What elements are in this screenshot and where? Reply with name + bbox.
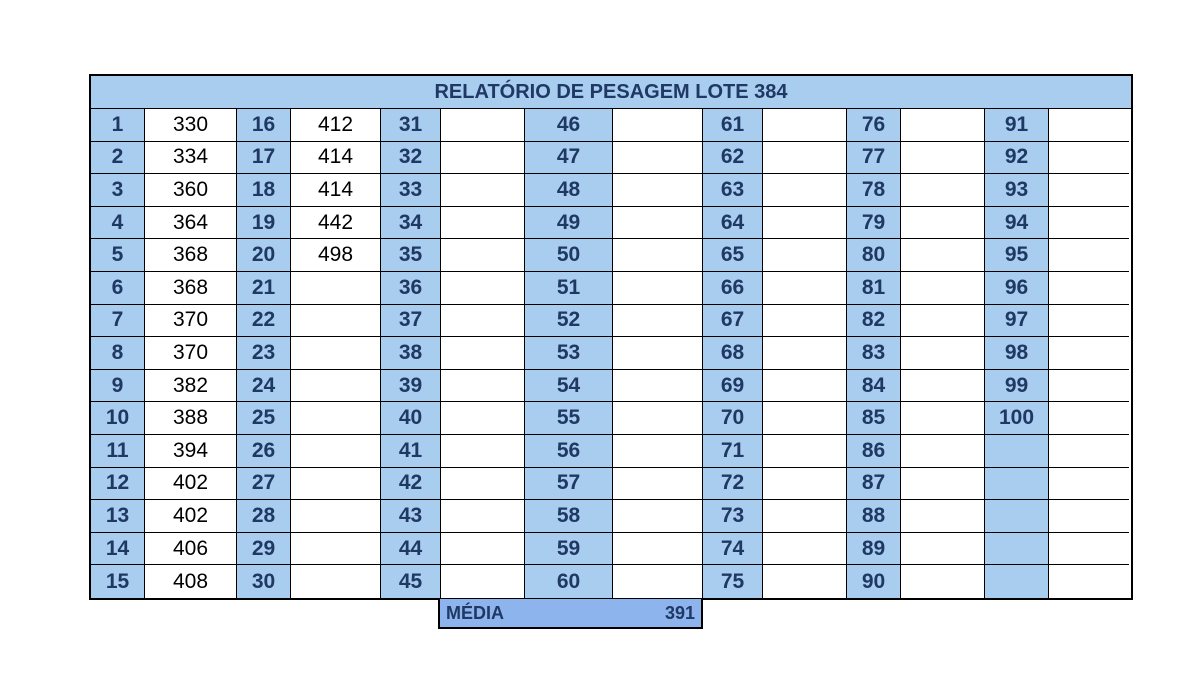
item-number-cell: 52 xyxy=(525,305,613,338)
item-number-cell: 55 xyxy=(525,402,613,435)
weight-value-cell xyxy=(763,402,847,435)
item-number-cell: 15 xyxy=(91,565,145,598)
weight-value-cell xyxy=(1049,207,1129,240)
item-number-cell xyxy=(985,533,1049,566)
item-number-cell: 97 xyxy=(985,305,1049,338)
item-number-cell xyxy=(985,435,1049,468)
item-number-cell: 99 xyxy=(985,370,1049,403)
item-number-cell: 39 xyxy=(381,370,441,403)
weight-value-cell xyxy=(763,533,847,566)
weight-value-cell: 368 xyxy=(145,239,237,272)
item-number-cell: 17 xyxy=(237,142,291,175)
weight-value-cell xyxy=(1049,174,1129,207)
weight-value-cell xyxy=(901,109,985,142)
weight-value-cell xyxy=(763,337,847,370)
item-number-cell: 49 xyxy=(525,207,613,240)
item-number-cell: 82 xyxy=(847,305,901,338)
weight-column xyxy=(441,109,525,598)
item-number-cell: 62 xyxy=(703,142,763,175)
item-number-cell: 38 xyxy=(381,337,441,370)
weight-value-cell xyxy=(1049,370,1129,403)
weight-value-cell xyxy=(441,207,525,240)
weight-value-cell: 402 xyxy=(145,500,237,533)
weight-value-cell xyxy=(613,337,703,370)
weight-value-cell xyxy=(613,305,703,338)
weight-value-cell xyxy=(901,435,985,468)
weight-value-cell xyxy=(441,533,525,566)
weight-value-cell xyxy=(613,370,703,403)
item-number-cell: 67 xyxy=(703,305,763,338)
item-number-cell: 6 xyxy=(91,272,145,305)
item-number-cell: 61 xyxy=(703,109,763,142)
item-number-cell: 100 xyxy=(985,402,1049,435)
weight-value-cell xyxy=(613,142,703,175)
item-number-cell: 19 xyxy=(237,207,291,240)
weight-value-cell xyxy=(763,174,847,207)
weight-value-cell xyxy=(901,402,985,435)
weight-value-cell: 360 xyxy=(145,174,237,207)
item-number-cell xyxy=(985,565,1049,598)
weight-value-cell xyxy=(1049,272,1129,305)
weighing-report-table xyxy=(89,74,1133,600)
item-number-cell: 42 xyxy=(381,468,441,501)
item-number-cell: 77 xyxy=(847,142,901,175)
item-number-cell: 78 xyxy=(847,174,901,207)
weight-value-cell xyxy=(763,500,847,533)
item-number-cell: 33 xyxy=(381,174,441,207)
weight-value-cell xyxy=(901,272,985,305)
weight-value-cell xyxy=(291,468,381,501)
weight-value-cell: 414 xyxy=(291,142,381,175)
item-number-cell: 53 xyxy=(525,337,613,370)
item-number-cell: 90 xyxy=(847,565,901,598)
weight-value-cell xyxy=(901,174,985,207)
weight-value-cell xyxy=(763,305,847,338)
weight-value-cell xyxy=(1049,142,1129,175)
weight-value-cell xyxy=(441,272,525,305)
weight-value-cell xyxy=(441,239,525,272)
item-number-cell xyxy=(985,468,1049,501)
weight-value-cell xyxy=(613,435,703,468)
weight-value-cell xyxy=(291,370,381,403)
item-number-cell: 40 xyxy=(381,402,441,435)
weight-value-cell xyxy=(291,565,381,598)
item-number-cell: 29 xyxy=(237,533,291,566)
item-number-cell: 44 xyxy=(381,533,441,566)
item-number-cell: 89 xyxy=(847,533,901,566)
item-number-cell: 45 xyxy=(381,565,441,598)
item-number-cell: 98 xyxy=(985,337,1049,370)
item-number-cell: 54 xyxy=(525,370,613,403)
item-number-cell: 18 xyxy=(237,174,291,207)
item-number-cell: 8 xyxy=(91,337,145,370)
item-number-cell: 75 xyxy=(703,565,763,598)
item-number-cell: 1 xyxy=(91,109,145,142)
item-number-cell: 13 xyxy=(91,500,145,533)
average-label: MÉDIA xyxy=(446,602,504,623)
number-column xyxy=(985,109,1049,598)
weight-value-cell xyxy=(901,468,985,501)
item-number-cell: 66 xyxy=(703,272,763,305)
weight-value-cell xyxy=(613,468,703,501)
weight-value-cell xyxy=(291,533,381,566)
weight-value-cell: 368 xyxy=(145,272,237,305)
weight-value-cell: 382 xyxy=(145,370,237,403)
weight-value-cell xyxy=(441,565,525,598)
weight-column xyxy=(1049,109,1129,598)
item-number-cell: 71 xyxy=(703,435,763,468)
weight-value-cell xyxy=(441,305,525,338)
weight-value-cell xyxy=(1049,533,1129,566)
item-number-cell: 85 xyxy=(847,402,901,435)
item-number-cell: 11 xyxy=(91,435,145,468)
weight-value-cell xyxy=(613,533,703,566)
item-number-cell: 88 xyxy=(847,500,901,533)
item-number-cell: 23 xyxy=(237,337,291,370)
item-number-cell: 95 xyxy=(985,239,1049,272)
weight-value-cell xyxy=(1049,337,1129,370)
item-number-cell: 58 xyxy=(525,500,613,533)
number-column xyxy=(703,109,763,598)
weight-value-cell xyxy=(1049,435,1129,468)
item-number-cell: 20 xyxy=(237,239,291,272)
weight-value-cell xyxy=(613,239,703,272)
weight-value-cell xyxy=(763,435,847,468)
weight-value-cell xyxy=(291,402,381,435)
weight-value-cell: 364 xyxy=(145,207,237,240)
weight-value-cell xyxy=(1049,500,1129,533)
item-number-cell: 28 xyxy=(237,500,291,533)
weight-value-cell xyxy=(613,402,703,435)
weight-value-cell: 408 xyxy=(145,565,237,598)
weight-value-cell: 412 xyxy=(291,109,381,142)
weight-value-cell: 402 xyxy=(145,468,237,501)
weight-value-cell xyxy=(613,174,703,207)
weight-value-cell xyxy=(613,565,703,598)
weighing-grid xyxy=(91,109,1131,598)
item-number-cell: 68 xyxy=(703,337,763,370)
weight-column xyxy=(291,109,381,598)
item-number-cell: 7 xyxy=(91,305,145,338)
weight-value-cell xyxy=(901,207,985,240)
item-number-cell xyxy=(985,500,1049,533)
item-number-cell: 86 xyxy=(847,435,901,468)
item-number-cell: 93 xyxy=(985,174,1049,207)
weight-column xyxy=(613,109,703,598)
weight-value-cell: 370 xyxy=(145,305,237,338)
weight-value-cell xyxy=(441,337,525,370)
number-column xyxy=(525,109,613,598)
item-number-cell: 30 xyxy=(237,565,291,598)
item-number-cell: 3 xyxy=(91,174,145,207)
weight-value-cell xyxy=(763,109,847,142)
weight-value-cell xyxy=(291,500,381,533)
item-number-cell: 14 xyxy=(91,533,145,566)
weight-value-cell xyxy=(441,468,525,501)
number-column xyxy=(381,109,441,598)
weight-value-cell xyxy=(613,272,703,305)
weight-value-cell xyxy=(763,142,847,175)
weight-value-cell xyxy=(441,142,525,175)
weight-value-cell: 334 xyxy=(145,142,237,175)
item-number-cell: 57 xyxy=(525,468,613,501)
weight-value-cell xyxy=(613,109,703,142)
item-number-cell: 59 xyxy=(525,533,613,566)
weight-value-cell: 414 xyxy=(291,174,381,207)
item-number-cell: 24 xyxy=(237,370,291,403)
weight-value-cell: 388 xyxy=(145,402,237,435)
item-number-cell: 2 xyxy=(91,142,145,175)
item-number-cell: 35 xyxy=(381,239,441,272)
weight-value-cell xyxy=(1049,468,1129,501)
item-number-cell: 47 xyxy=(525,142,613,175)
item-number-cell: 79 xyxy=(847,207,901,240)
item-number-cell: 84 xyxy=(847,370,901,403)
number-column xyxy=(847,109,901,598)
weight-value-cell xyxy=(763,565,847,598)
weight-column xyxy=(901,109,985,598)
number-column xyxy=(237,109,291,598)
weight-value-cell: 498 xyxy=(291,239,381,272)
item-number-cell: 72 xyxy=(703,468,763,501)
weight-value-cell xyxy=(901,565,985,598)
item-number-cell: 10 xyxy=(91,402,145,435)
item-number-cell: 87 xyxy=(847,468,901,501)
item-number-cell: 96 xyxy=(985,272,1049,305)
item-number-cell: 27 xyxy=(237,468,291,501)
weight-value-cell: 442 xyxy=(291,207,381,240)
item-number-cell: 83 xyxy=(847,337,901,370)
weight-value-cell xyxy=(441,435,525,468)
item-number-cell: 91 xyxy=(985,109,1049,142)
weight-value-cell xyxy=(441,370,525,403)
weight-value-cell xyxy=(613,500,703,533)
item-number-cell: 12 xyxy=(91,468,145,501)
average-summary xyxy=(438,599,703,629)
weight-value-cell: 394 xyxy=(145,435,237,468)
average-value: 391 xyxy=(664,602,695,623)
item-number-cell: 26 xyxy=(237,435,291,468)
item-number-cell: 34 xyxy=(381,207,441,240)
weight-value-cell xyxy=(901,533,985,566)
item-number-cell: 25 xyxy=(237,402,291,435)
weight-value-cell xyxy=(901,370,985,403)
item-number-cell: 74 xyxy=(703,533,763,566)
item-number-cell: 80 xyxy=(847,239,901,272)
weight-value-cell xyxy=(613,207,703,240)
item-number-cell: 31 xyxy=(381,109,441,142)
item-number-cell: 63 xyxy=(703,174,763,207)
item-number-cell: 56 xyxy=(525,435,613,468)
item-number-cell: 51 xyxy=(525,272,613,305)
weight-value-cell xyxy=(441,402,525,435)
item-number-cell: 46 xyxy=(525,109,613,142)
weight-value-cell xyxy=(1049,305,1129,338)
weight-value-cell xyxy=(763,207,847,240)
report-title: RELATÓRIO DE PESAGEM LOTE 384 xyxy=(91,76,1131,109)
weight-value-cell: 370 xyxy=(145,337,237,370)
weight-value-cell xyxy=(1049,565,1129,598)
item-number-cell: 48 xyxy=(525,174,613,207)
weight-value-cell xyxy=(763,468,847,501)
item-number-cell: 60 xyxy=(525,565,613,598)
number-column xyxy=(91,109,145,598)
item-number-cell: 16 xyxy=(237,109,291,142)
item-number-cell: 32 xyxy=(381,142,441,175)
item-number-cell: 92 xyxy=(985,142,1049,175)
weight-value-cell xyxy=(291,305,381,338)
weight-value-cell xyxy=(441,109,525,142)
weight-value-cell xyxy=(1049,109,1129,142)
item-number-cell: 36 xyxy=(381,272,441,305)
weight-value-cell xyxy=(441,500,525,533)
weight-value-cell: 406 xyxy=(145,533,237,566)
item-number-cell: 37 xyxy=(381,305,441,338)
weight-value-cell xyxy=(763,239,847,272)
weight-value-cell xyxy=(901,500,985,533)
item-number-cell: 4 xyxy=(91,207,145,240)
weight-value-cell xyxy=(901,337,985,370)
weight-value-cell xyxy=(1049,402,1129,435)
item-number-cell: 9 xyxy=(91,370,145,403)
item-number-cell: 64 xyxy=(703,207,763,240)
item-number-cell: 22 xyxy=(237,305,291,338)
weight-value-cell xyxy=(291,435,381,468)
weight-value-cell xyxy=(901,305,985,338)
weight-value-cell xyxy=(291,337,381,370)
weight-value-cell xyxy=(901,239,985,272)
item-number-cell: 73 xyxy=(703,500,763,533)
weight-column xyxy=(145,109,237,598)
weight-value-cell xyxy=(901,142,985,175)
item-number-cell: 21 xyxy=(237,272,291,305)
weight-value-cell xyxy=(1049,239,1129,272)
item-number-cell: 43 xyxy=(381,500,441,533)
item-number-cell: 94 xyxy=(985,207,1049,240)
weight-value-cell xyxy=(763,370,847,403)
weight-value-cell: 330 xyxy=(145,109,237,142)
weight-column xyxy=(763,109,847,598)
item-number-cell: 70 xyxy=(703,402,763,435)
item-number-cell: 69 xyxy=(703,370,763,403)
item-number-cell: 50 xyxy=(525,239,613,272)
item-number-cell: 41 xyxy=(381,435,441,468)
item-number-cell: 65 xyxy=(703,239,763,272)
item-number-cell: 5 xyxy=(91,239,145,272)
weight-value-cell xyxy=(291,272,381,305)
item-number-cell: 76 xyxy=(847,109,901,142)
weight-value-cell xyxy=(441,174,525,207)
item-number-cell: 81 xyxy=(847,272,901,305)
weight-value-cell xyxy=(763,272,847,305)
